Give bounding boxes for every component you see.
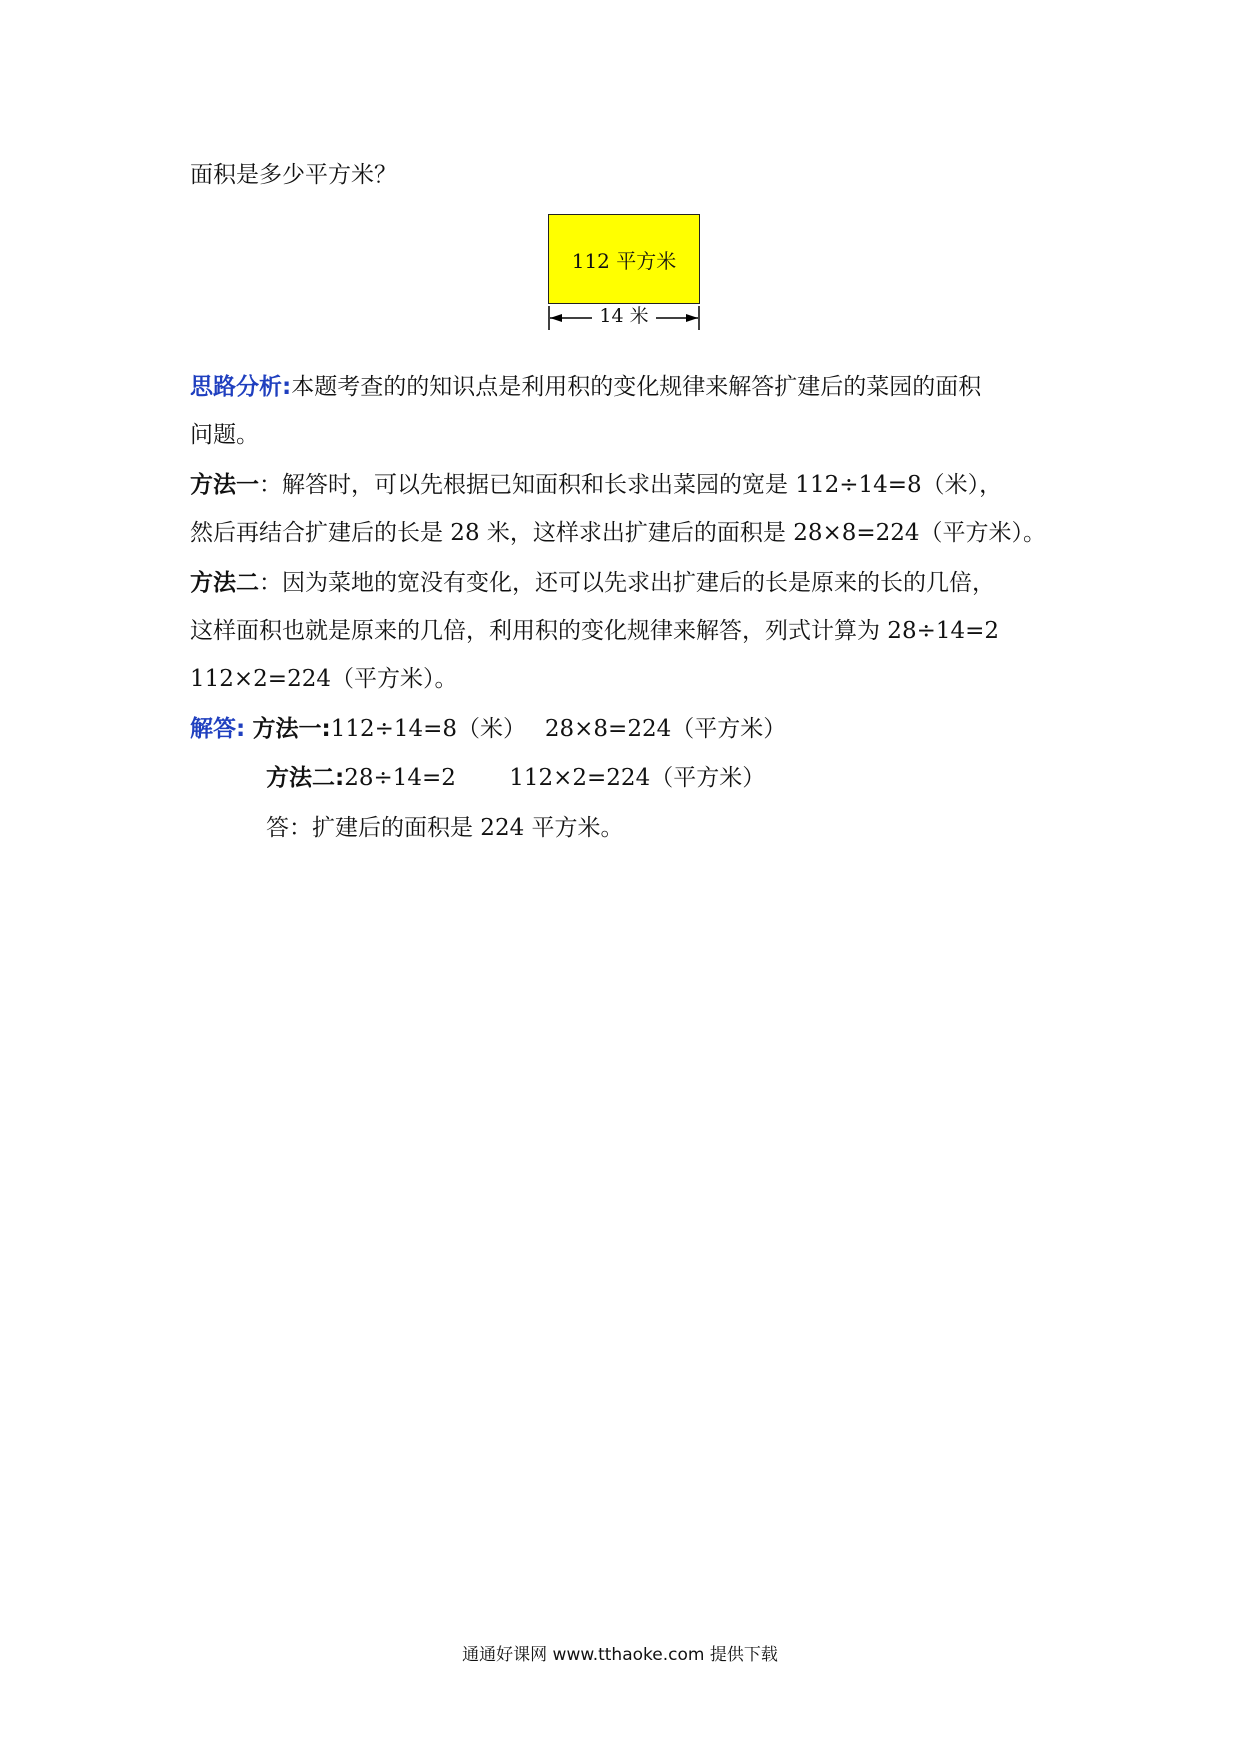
method2-text-3: 112×2=224（平方米）。 [190, 666, 458, 692]
analysis-line-1 [190, 372, 981, 402]
method1-text-2: 然后再结合扩建后的长是 28 米，这样求出扩建后的面积是 28×8=224（平方米）。 [190, 520, 1047, 546]
area-label: 112 平方米 [571, 248, 677, 273]
method2-text-1: ：因为菜地的宽没有变化，还可以先求出扩建后的长是原来的长的几倍， [259, 570, 995, 596]
method2-text-2: 这样面积也就是原来的几倍，利用积的变化规律来解答，列式计算为 28÷14=2 [190, 618, 1000, 644]
method2-label: 方法二 [190, 570, 259, 596]
question-tail: 面积是多少平方米？ [190, 162, 397, 188]
answer-label: 解答: [190, 716, 246, 742]
answer-conclusion: 答：扩建后的面积是 224 平方米。 [266, 815, 624, 841]
answer-line-2 [266, 763, 765, 793]
method2-line-1 [190, 568, 995, 598]
method1-line-1 [190, 470, 1002, 500]
answer-method2-text: 28÷14=2 112×2=224（平方米） [344, 765, 766, 791]
method1-label: 方法一 [190, 472, 259, 498]
answer-line-1 [190, 714, 786, 744]
analysis-text-2: 问题。 [190, 422, 259, 448]
method1-text-1: ：解答时，可以先根据已知面积和长求出菜园的宽是 112÷14=8（米）， [259, 472, 1003, 498]
analysis-text-1: 本题考查的的知识点是利用积的变化规律来解答扩建后的菜园的面积 [291, 374, 982, 400]
length-label: 14 米 [592, 304, 656, 328]
rectangle-figure [548, 214, 700, 332]
answer-method2-label: 方法二: [266, 765, 345, 791]
page-footer: 通通好课网 www.tthaoke.com 提供下载 [462, 1645, 778, 1665]
length-dimension [548, 302, 700, 332]
answer-method1-text: 112÷14=8（米） 28×8=224（平方米） [330, 716, 787, 742]
analysis-label: 思路分析: [190, 374, 292, 400]
garden-rectangle [548, 214, 700, 304]
answer-method1-label: 方法一: [252, 716, 331, 742]
